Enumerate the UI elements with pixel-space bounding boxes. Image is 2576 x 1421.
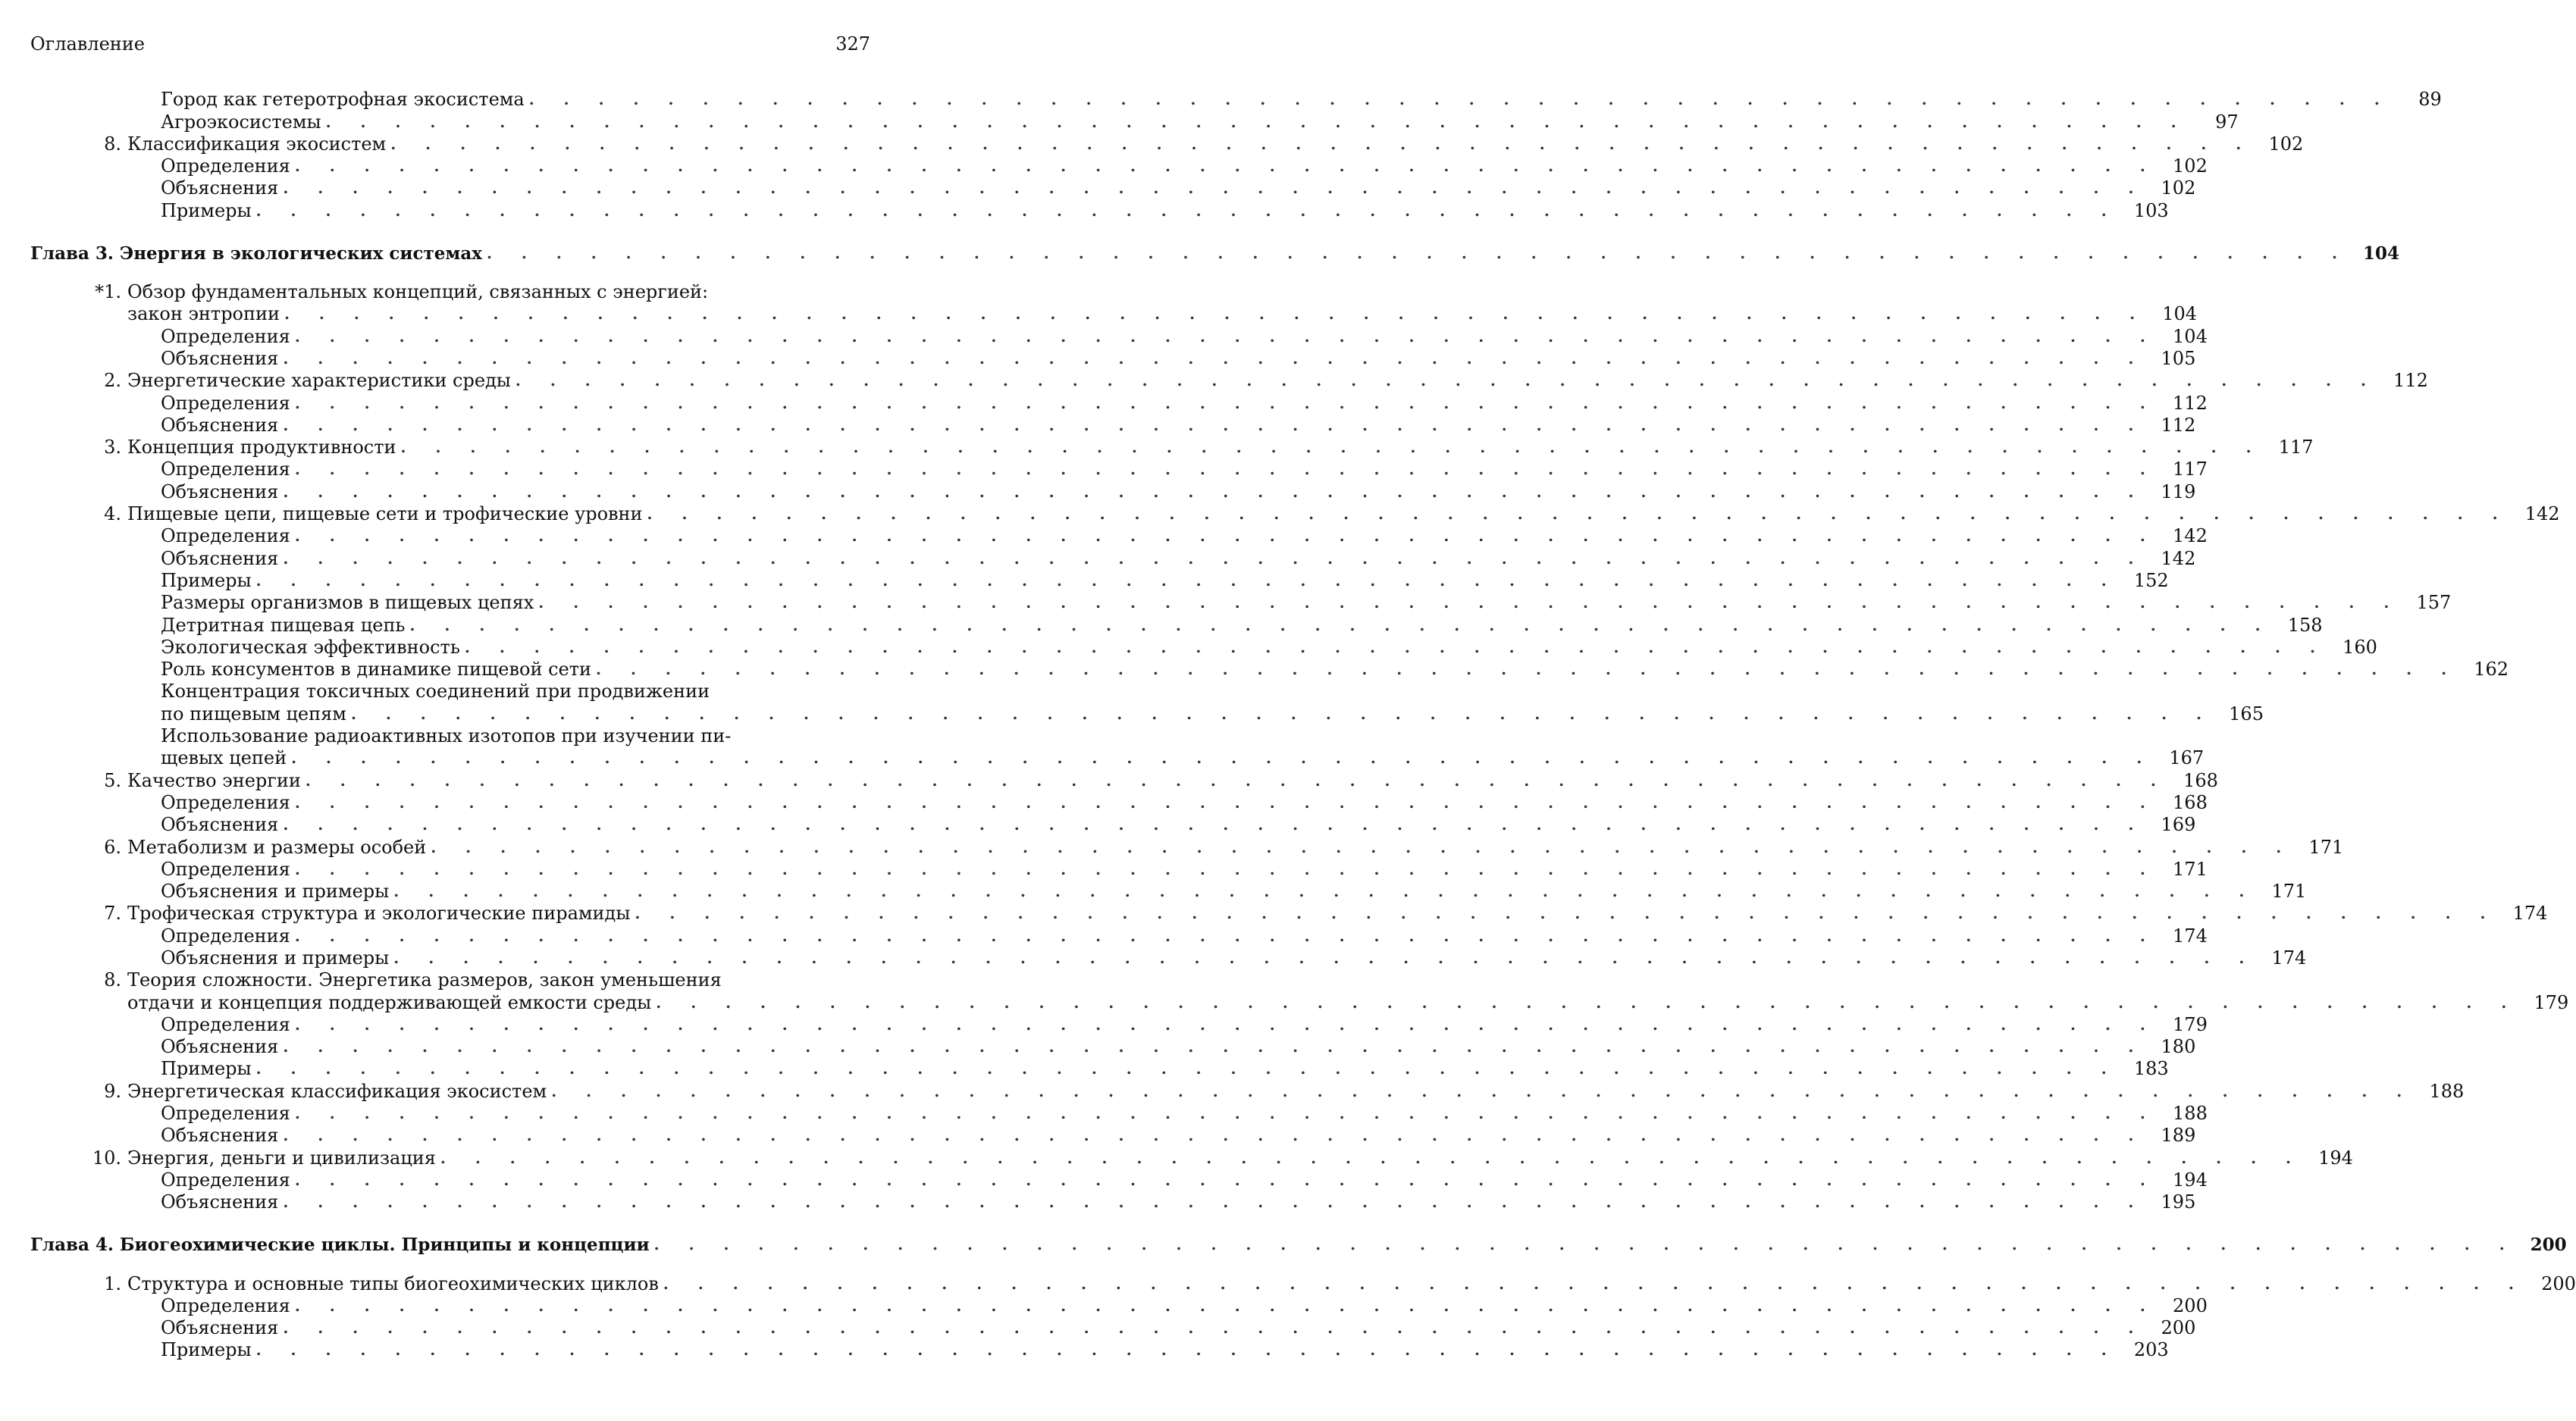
dot-leader (295, 925, 2158, 947)
toc-entry (23, 1317, 872, 1339)
toc-entry-title: Трофическая структура и экологические пирамиды (127, 903, 630, 925)
toc-entry-title: Классификация экосистем (127, 133, 386, 155)
dot-leader (283, 348, 2145, 370)
toc-entry (23, 1191, 872, 1213)
toc-entry (23, 991, 872, 1013)
toc-entry-page: 89 (2396, 89, 2442, 111)
toc-entry-title: Роль консументов в динамике пищевой сети (161, 659, 591, 681)
toc-entry (23, 370, 872, 392)
dot-leader (390, 133, 2253, 155)
dot-leader (538, 592, 2401, 614)
toc-entry-title: Определения (161, 1103, 290, 1125)
toc-entry (23, 1169, 872, 1191)
dot-leader (283, 177, 2145, 199)
toc-entry-title: Объяснения (161, 1191, 278, 1213)
toc-entry-page: 171 (2162, 859, 2208, 881)
toc-entry-page: 142 (2515, 503, 2560, 525)
toc-entry-title: Примеры (161, 1339, 252, 1361)
toc-entry (23, 547, 872, 569)
toc-entry-title: Концепция продуктивности (127, 437, 396, 459)
toc-entry-page: 152 (2123, 570, 2169, 592)
toc-entry (23, 199, 872, 221)
dot-leader (256, 570, 2119, 592)
toc-entry (23, 155, 872, 177)
toc-entry (23, 1103, 872, 1125)
toc-entry (23, 570, 872, 592)
toc-entry (23, 725, 872, 747)
toc-entry-title: Примеры (161, 200, 252, 222)
toc-entry-page: 200 (2162, 1295, 2208, 1317)
toc-entry (23, 881, 872, 903)
toc-entry-title: Энергетические характеристики среды (127, 370, 511, 392)
dot-leader (283, 1036, 2145, 1058)
toc-entry-title: Энергия, деньги и цивилизация (127, 1147, 436, 1169)
toc-entry (23, 133, 872, 155)
toc-entry (23, 814, 872, 836)
toc-entry (23, 903, 872, 925)
toc-entry-title: Определения (161, 792, 290, 814)
toc-entry-page: 200 (2150, 1317, 2195, 1339)
toc-entry-page: 183 (2123, 1058, 2169, 1080)
toc-entry-title: Объяснения (161, 1125, 278, 1147)
toc-entry-number: 9. (89, 1081, 127, 1103)
toc-entry-page: 102 (2258, 133, 2303, 155)
toc-entry-title: щевых цепей (161, 747, 287, 769)
toc-entry-title: Объяснения (161, 814, 278, 836)
dot-leader (295, 326, 2158, 348)
toc-entry-page: 179 (2162, 1014, 2208, 1036)
toc-entry-title: отдачи и концепция поддерживающей емкости среды (127, 992, 651, 1014)
toc-entry (23, 947, 872, 969)
toc-entry-page: 119 (2150, 481, 2195, 503)
dot-leader (283, 814, 2145, 836)
toc-entry-number: 3. (89, 437, 127, 459)
toc-entry-page: 103 (2123, 200, 2169, 222)
toc-entry-page: 112 (2162, 393, 2208, 415)
toc-entry-page: 179 (2523, 992, 2568, 1014)
toc-entry-page: 195 (2150, 1191, 2195, 1213)
toc-entry (23, 177, 872, 199)
toc-entry (23, 925, 872, 947)
toc-entry-page: 171 (2261, 881, 2306, 903)
toc-entry-title: Определения (161, 859, 290, 881)
toc-entry-title: Объяснения (161, 177, 278, 199)
toc-entry-title: Определения (161, 925, 290, 947)
toc-entry (23, 1058, 872, 1080)
dot-leader (596, 659, 2458, 681)
toc-entry-number: 1. (89, 1273, 127, 1295)
toc-entry-title: Экологическая эффективность (161, 637, 460, 659)
toc-entry-title: Метаболизм и размеры особей (127, 837, 426, 859)
toc-entry-page: 97 (2193, 111, 2239, 133)
toc-entry-number: 8. (89, 133, 127, 155)
dot-leader (295, 1295, 2158, 1317)
toc-entry-page: 194 (2162, 1169, 2208, 1191)
toc-entry-page: 167 (2158, 747, 2204, 769)
toc-entry-title: Детритная пищевая цепь (161, 615, 406, 637)
dot-leader (284, 303, 2147, 325)
toc-entry (23, 281, 872, 303)
dot-leader (393, 881, 2256, 903)
toc-entry (23, 659, 872, 681)
toc-entry (23, 1272, 872, 1294)
toc-entry-page: 174 (2502, 903, 2547, 925)
toc-entry-number: 8. (89, 969, 127, 991)
dot-leader (551, 1081, 2414, 1103)
toc-entry (23, 1339, 872, 1361)
toc-entry (23, 1080, 872, 1102)
dot-leader (295, 459, 2158, 480)
toc-entry-title: Определения (161, 1169, 290, 1191)
toc-entry-page: 102 (2162, 155, 2208, 177)
toc-entry (23, 592, 872, 614)
toc-entry-page: 180 (2150, 1036, 2195, 1058)
toc-entry (23, 637, 872, 659)
toc-entry-number: 4. (89, 503, 127, 525)
dot-leader (326, 111, 2189, 133)
toc-entry-page: 142 (2150, 548, 2195, 570)
toc-entry-page: 162 (2463, 659, 2509, 681)
toc-entry-number: 6. (89, 837, 127, 859)
dot-leader (295, 525, 2158, 547)
dot-leader (256, 200, 2119, 222)
toc-entry-page: 188 (2162, 1103, 2208, 1125)
toc-entry-page: 200 (2531, 1273, 2576, 1295)
toc-entry-page: 189 (2150, 1125, 2195, 1147)
toc-entry-title: Использование радиоактивных изотопов при изучении пи- (161, 725, 731, 747)
toc-entry-title: Размеры организмов в пищевых цепях (161, 592, 534, 614)
dot-leader (283, 1317, 2145, 1339)
toc-entry-page: 174 (2162, 925, 2208, 947)
dot-leader (440, 1147, 2303, 1169)
dot-leader (663, 1273, 2526, 1295)
toc-entry (23, 1125, 872, 1147)
toc-entry-title: Определения (161, 525, 290, 547)
dot-leader (256, 1058, 2119, 1080)
dot-leader (295, 1014, 2158, 1036)
toc-entry (23, 89, 872, 111)
toc-entry-title: Концентрация токсичных соединений при продвижении (161, 681, 710, 703)
toc-entry-number: 5. (89, 770, 127, 792)
dot-leader (295, 859, 2158, 881)
dot-leader (401, 437, 2264, 459)
toc-entry-page: 169 (2150, 814, 2195, 836)
toc-entry-page: 117 (2268, 437, 2314, 459)
dot-leader (465, 637, 2327, 659)
document-page (0, 0, 910, 1421)
dot-leader (393, 947, 2256, 969)
toc-entry (23, 792, 872, 814)
toc-entry (23, 1147, 872, 1169)
toc-entry-page: 112 (2150, 415, 2195, 437)
toc-entry (23, 459, 872, 480)
toc-entry-page: 142 (2162, 525, 2208, 547)
dot-leader (516, 370, 2378, 392)
toc-entry-title: Примеры (161, 570, 252, 592)
toc-entry (23, 859, 872, 881)
toc-entry-page: 174 (2261, 947, 2306, 969)
toc-entry-page: 203 (2123, 1339, 2169, 1361)
dot-leader (283, 548, 2145, 570)
toc-entry-page: 171 (2298, 837, 2343, 859)
toc-entry-title: Теория сложности. Энергетика размеров, закон уменьшения (127, 969, 722, 991)
dot-leader (295, 792, 2158, 814)
toc-entry-page: 168 (2173, 770, 2218, 792)
dot-leader (283, 415, 2145, 437)
dot-leader (295, 1103, 2158, 1125)
toc-entry-number: 7. (89, 903, 127, 925)
toc-entry-page: 104 (2162, 326, 2208, 348)
toc-entry (23, 415, 872, 437)
toc-entry (23, 303, 872, 325)
dot-leader (431, 837, 2293, 859)
toc-entry-page: 105 (2150, 348, 2195, 370)
toc-entry-page: 158 (2277, 615, 2323, 637)
table-of-contents (23, 89, 872, 1361)
dot-leader (635, 903, 2497, 925)
dot-leader (291, 747, 2154, 769)
header-page-number: 327 (835, 33, 870, 55)
toc-entry-page: 188 (2418, 1081, 2464, 1103)
dot-leader (351, 703, 2214, 725)
toc-entry (23, 681, 872, 703)
toc-entry (23, 325, 872, 347)
toc-entry-title: Объяснения и примеры (161, 947, 389, 969)
toc-chapter-heading (23, 1230, 872, 1256)
dot-leader (283, 481, 2145, 503)
toc-entry-title: Примеры (161, 1058, 252, 1080)
dot-leader (529, 89, 2392, 111)
dot-leader (295, 1169, 2158, 1191)
toc-entry-title: Город как гетеротрофная экосистема (161, 89, 525, 111)
toc-entry-number: *1. (89, 281, 127, 303)
toc-entry-page: 112 (2383, 370, 2428, 392)
dot-leader (295, 393, 2158, 415)
dot-leader (295, 155, 2158, 177)
toc-entry-title: Определения (161, 1014, 290, 1036)
toc-entry-page: 104 (2354, 243, 2399, 264)
toc-entry-page: 104 (2151, 303, 2197, 325)
toc-entry-title: Объяснения (161, 348, 278, 370)
dot-leader (487, 243, 2349, 264)
toc-chapter-heading (23, 239, 872, 264)
toc-entry-title: Объяснения (161, 415, 278, 437)
toc-entry-page: 165 (2218, 703, 2264, 725)
toc-entry-page: 168 (2162, 792, 2208, 814)
toc-entry (23, 769, 872, 791)
toc-entry (23, 348, 872, 370)
toc-entry-title: Пищевые цепи, пищевые сети и трофические уровни (127, 503, 643, 525)
toc-entry-title: Агроэкосистемы (161, 111, 321, 133)
toc-entry-title: Объяснения (161, 548, 278, 570)
toc-entry-page: 200 (2521, 1234, 2567, 1256)
toc-entry-number: 10. (89, 1147, 127, 1169)
toc-entry-title: Определения (161, 326, 290, 348)
dot-leader (283, 1191, 2145, 1213)
toc-entry (23, 836, 872, 858)
toc-entry (23, 437, 872, 459)
toc-entry (23, 480, 872, 502)
toc-entry (23, 1295, 872, 1317)
toc-entry (23, 1036, 872, 1058)
toc-entry (23, 969, 872, 991)
toc-entry (23, 525, 872, 547)
toc-entry (23, 111, 872, 133)
toc-entry-title: по пищевым цепям (161, 703, 346, 725)
toc-entry (23, 503, 872, 525)
toc-entry-number: 2. (89, 370, 127, 392)
toc-entry (23, 703, 872, 725)
toc-entry-page: 194 (2308, 1147, 2353, 1169)
toc-entry-title: Определения (161, 1295, 290, 1317)
toc-entry-title: Определения (161, 459, 290, 480)
dot-leader (647, 503, 2510, 525)
toc-entry (23, 614, 872, 636)
toc-entry (23, 1014, 872, 1036)
toc-entry-title: Объяснения (161, 481, 278, 503)
toc-entry-title: Объяснения и примеры (161, 881, 389, 903)
toc-entry-title: Определения (161, 155, 290, 177)
toc-entry-title: Определения (161, 393, 290, 415)
toc-entry-page: 117 (2162, 459, 2208, 480)
toc-entry-title: Объяснения (161, 1317, 278, 1339)
dot-leader (410, 615, 2273, 637)
dot-leader (656, 992, 2518, 1014)
toc-entry-page: 157 (2405, 592, 2451, 614)
toc-entry-title: Энергетическая классификация экосистем (127, 1081, 547, 1103)
toc-entry-title: Качество энергии (127, 770, 301, 792)
toc-entry-title: Глава 4. Биогеохимические циклы. Принципы и концепции (30, 1234, 650, 1256)
toc-entry-page: 102 (2150, 177, 2195, 199)
dot-leader (654, 1234, 2517, 1256)
toc-entry (23, 392, 872, 414)
dot-leader (283, 1125, 2145, 1147)
toc-entry-title: Объяснения (161, 1036, 278, 1058)
toc-entry-title: Обзор фундаментальных концепций, связанных с энергией: (127, 281, 708, 303)
header-title: Оглавление (30, 33, 145, 55)
toc-entry-title: закон энтропии (127, 303, 280, 325)
toc-entry-title: Структура и основные типы биогеохимических циклов (127, 1273, 659, 1295)
toc-entry-title: Глава 3. Энергия в экологических системах (30, 243, 482, 264)
dot-leader (306, 770, 2168, 792)
toc-entry (23, 747, 872, 769)
toc-entry-page: 160 (2332, 637, 2377, 659)
dot-leader (256, 1339, 2119, 1361)
running-header (30, 33, 870, 55)
